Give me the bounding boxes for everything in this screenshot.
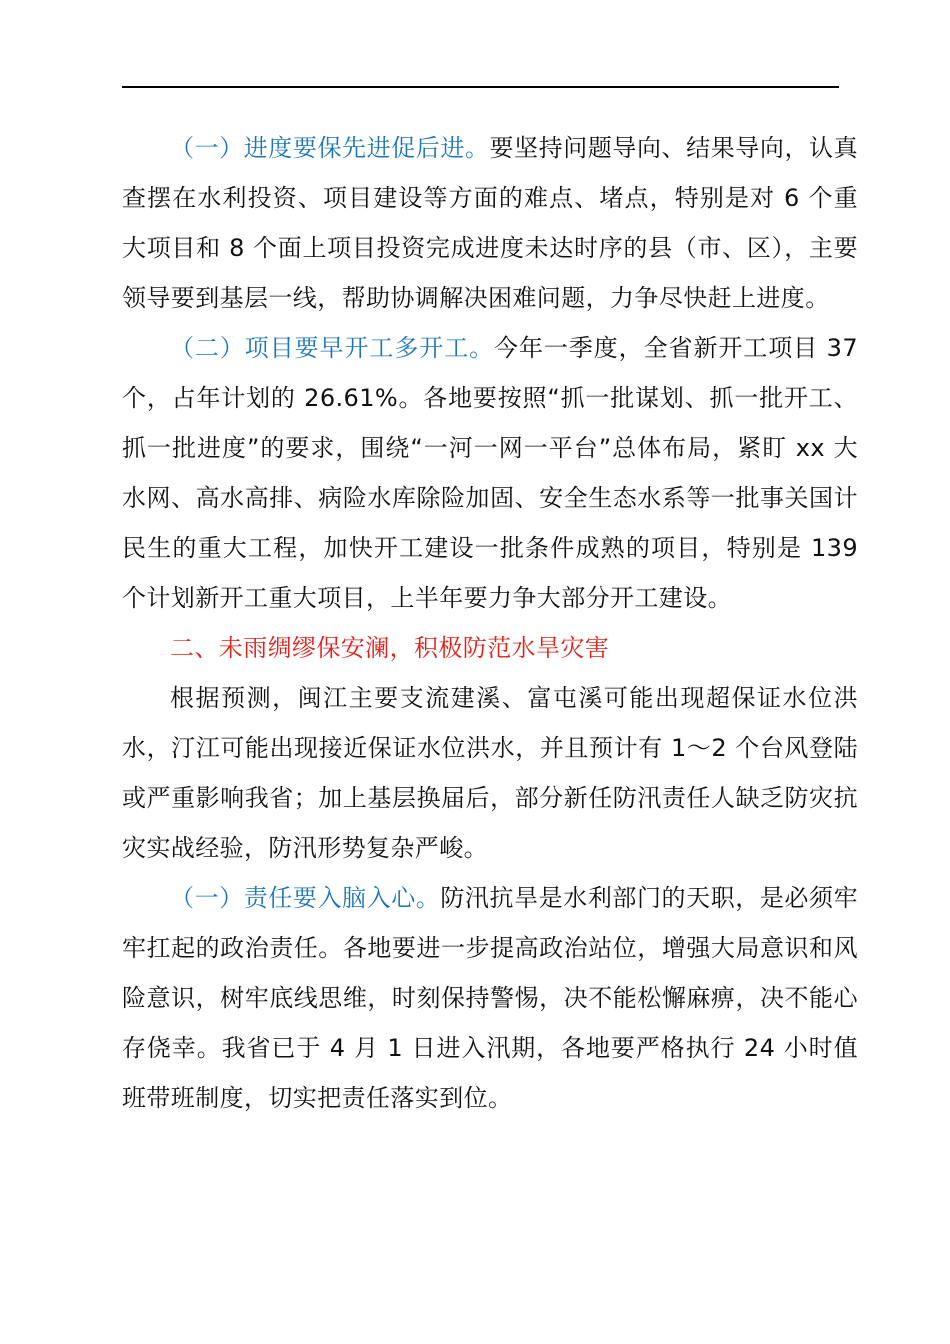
paragraph-progress — [122, 123, 858, 323]
paragraph-projects — [122, 323, 858, 623]
subheading-responsibility: （一）责任要入脑入心。 — [170, 884, 441, 912]
paragraph-forecast — [122, 673, 858, 873]
paragraph-text: 要坚持问题导向、结果导向，认真查摆在水利投资、项目建设等方面的难点、堵点，特别是对 6 个重大项目和 8 个面上项目投资完成进度未达时序的县（市、区），主要领导要到基层一线，帮助协调解决困难问题，力争尽快赶上进度。 — [122, 134, 859, 312]
subheading-progress: （一）进度要保先进促后进。 — [170, 134, 490, 162]
paragraph-responsibility — [122, 873, 858, 1123]
subheading-projects: （二）项目要早开工多开工。 — [170, 334, 495, 362]
document-body — [122, 123, 858, 1123]
paragraph-text: 今年一季度，全省新开工项目 37 个，占年计划的 26.61%。各地要按照“抓一批谋划、抓一批开工、抓一批进度”的要求，围绕“一河一网一平台”总体布局，紧盯 xx 大水网、高水高排、病险水库除险加固、安全生态水系等一批事关国计民生的重大工程，加快开工建设一批条件成熟的项目，特别是 139 个计划新开工重大项目，上半年要力争大部分开工建设。 — [122, 334, 858, 612]
paragraph-text: 根据预测，闽江主要支流建溪、富屯溪可能出现超保证水位洪水，汀江可能出现接近保证水位洪水，并且预计有 1～2 个台风登陆或严重影响我省；加上基层换届后，部分新任防汛责任人缺乏防灾抗灾实战经验，防汛形势复杂严峻。 — [122, 684, 858, 862]
paragraph-text: 防汛抗旱是水利部门的天职，是必须牢牢扛起的政治责任。各地要进一步提高政治站位，增强大局意识和风险意识，树牢底线思维，时刻保持警惕，决不能松懈麻痹，决不能心存侥幸。我省已于 4 月 1 日进入汛期，各地要严格执行 24 小时值班带班制度，切实把责任落实到位。 — [122, 884, 858, 1112]
section-heading-flood-prevention: 二、未雨绸缪保安澜，积极防范水旱灾害 — [170, 634, 610, 662]
header-rule — [122, 86, 839, 88]
